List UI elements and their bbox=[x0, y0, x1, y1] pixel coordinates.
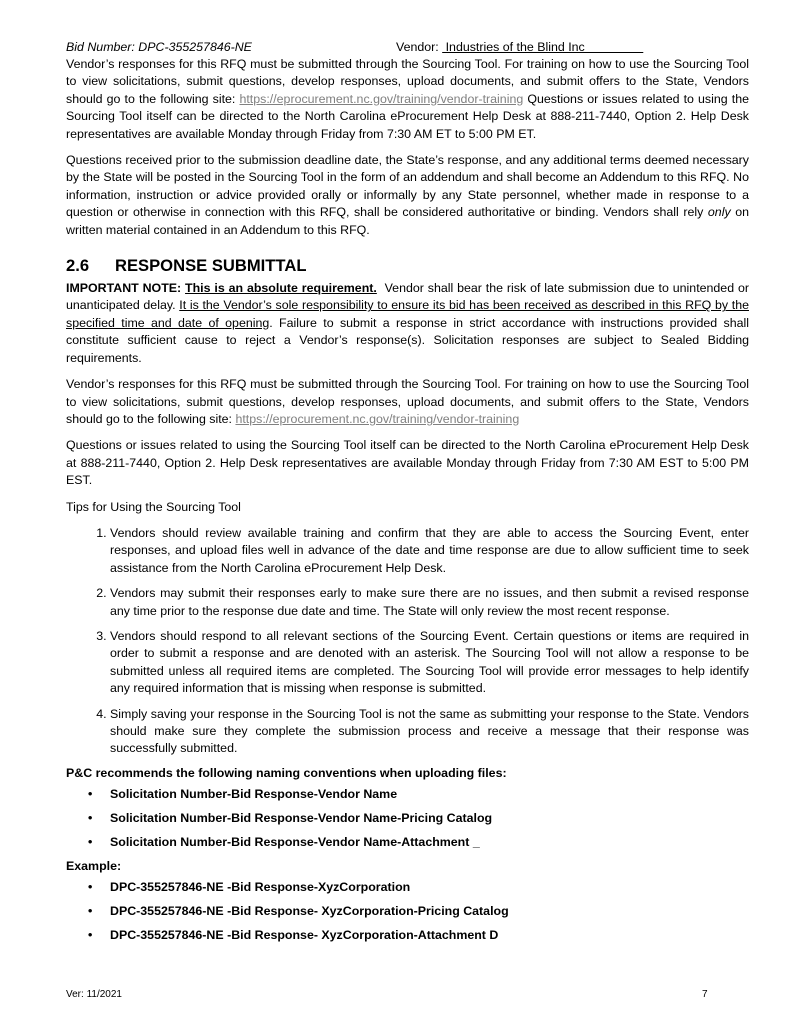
footer-version: Ver: 11/2021 bbox=[66, 989, 122, 1000]
submission-text: Vendor’s responses for this RFQ must be submitted through the Sourcing Tool. For training on how to use the Sourcing Tool to view solicitations, submit questions, develop responses, upload documents, and submit offers to the State, Vendors should go to the following site: bbox=[66, 377, 749, 426]
submission-paragraph bbox=[66, 376, 749, 428]
example-text: DPC-355257846-NE -Bid Response- XyzCorporation-Pricing Catalog bbox=[110, 904, 509, 919]
naming-title: P&C recommends the following naming conventions when uploading files: bbox=[66, 765, 507, 780]
note-requirement: This is an absolute requirement. bbox=[185, 281, 377, 296]
example-list bbox=[66, 879, 749, 944]
bullet: • bbox=[88, 880, 93, 895]
vendor-label: Vendor: bbox=[396, 40, 439, 54]
bid-number: Bid Number: DPC-355257846-NE bbox=[66, 40, 252, 54]
naming-item bbox=[88, 834, 749, 851]
important-note bbox=[66, 280, 753, 367]
intro-p2-text-2: on written material contained in an Addendum to this RFQ. bbox=[66, 205, 749, 237]
note-label: IMPORTANT NOTE: bbox=[66, 281, 182, 296]
bullet: • bbox=[88, 787, 93, 802]
helpdesk-paragraph: Questions or issues related to using the Sourcing Tool itself can be directed to the North Carolina eProcurement Help Desk at 888-211-7440, Option 2. Help Desk representatives are available Monday through Friday from 7:30 AM EST to 5:00 PM EST. bbox=[66, 438, 749, 488]
tip-item: 3. Vendors should respond to all relevant sections of the Sourcing Event. Certain questions or items are required in order to submit a response and are denoted with an asterisk. The Sourcing Tool will not allow a response to be submitted unless all required items are completed. The Sourcing Tool will provide error messages to help identify any required information that is missing when response is submitted. bbox=[110, 628, 749, 698]
naming-list bbox=[66, 786, 749, 851]
example-item bbox=[88, 927, 749, 944]
note-text: Vendor shall bear the risk of late submission due to unintended or unanticipated delay. bbox=[66, 281, 753, 313]
note-text-2: . Failure to submit a response in strict accordance with instructions provided shall constitute sufficient cause to reject a Vendor’s response(s). Solicitation responses are subject to Sealed Bidding requirements. bbox=[66, 315, 749, 365]
intro-p1-text-2: Questions or issues related to using the Sourcing Tool itself can be directed to the North Carolina eProcurement Help Desk at 888-211-7440, Option 2. Help Desk representatives are available Monday through Friday from 7:30 AM ET to 5:00 PM ET. bbox=[66, 91, 750, 141]
section-number: 2.6 bbox=[66, 256, 90, 276]
vendor-field bbox=[396, 40, 643, 54]
tips-title: Tips for Using the Sourcing Tool bbox=[66, 499, 241, 514]
example-item bbox=[88, 879, 749, 896]
tip-item: 4. Simply saving your response in the Sourcing Tool is not the same as submitting your response to the State. Vendors should make sure they complete the submission process and receive a message that their response was successfully submitted. bbox=[110, 706, 749, 758]
naming-text: Solicitation Number-Bid Response-Vendor Name bbox=[110, 787, 398, 802]
page-number: 7 bbox=[702, 989, 708, 1000]
page-header bbox=[66, 40, 749, 56]
intro-paragraph-1 bbox=[66, 56, 749, 143]
example-text: DPC-355257846-NE -Bid Response- XyzCorporation-Attachment D bbox=[110, 928, 499, 943]
naming-text: Solicitation Number-Bid Response-Vendor Name-Attachment _ bbox=[110, 835, 480, 850]
bullet: • bbox=[88, 904, 93, 919]
intro-p1-text: Vendor’s responses for this RFQ must be submitted through the Sourcing Tool. For training on how to use the Sourcing Tool to view solicitations, submit questions, develop responses, upload documents, and submit offers to the State, Vendors should go to the following site: bbox=[66, 57, 749, 106]
example-item bbox=[88, 903, 749, 920]
tip-item: 2. Vendors may submit their responses early to make sure there are no issues, and then submit a revised response any time prior to the response due date and time. The State will only review the most recent response. bbox=[110, 585, 749, 620]
naming-item bbox=[88, 810, 749, 827]
tips-list bbox=[66, 525, 749, 758]
bullet: • bbox=[88, 928, 93, 943]
note-responsibility: It is the Vendor’s sole responsibility to ensure its bid has been received as described in this RFQ by the specified time and date of opening bbox=[66, 298, 749, 330]
tip-item: 1. Vendors should review available training and confirm that they are able to access the Sourcing Event, enter responses, and upload files well in advance of the date and time response are due to allow sufficient time to seek assistance from the North Carolina eProcurement Help Desk. bbox=[110, 525, 749, 577]
example-title: Example: bbox=[66, 858, 122, 873]
example-text: DPC-355257846-NE -Bid Response-XyzCorporation bbox=[110, 880, 411, 895]
vendor-value: Industries of the Blind Inc bbox=[442, 40, 644, 54]
bullet: • bbox=[88, 835, 93, 850]
training-link[interactable]: https://eprocurement.nc.gov/training/vendor-training bbox=[239, 91, 524, 106]
naming-text: Solicitation Number-Bid Response-Vendor Name-Pricing Catalog bbox=[110, 811, 493, 826]
document-page bbox=[66, 40, 753, 951]
section-heading bbox=[66, 256, 749, 276]
intro-p2-text: Questions received prior to the submission deadline date, the State’s response, and any additional terms deemed necessary by the State will be posted in the Sourcing Tool in the form of an addendum and shall become an Addendum to this RFQ. No information, instruction or advice provided orally or informally by any State personnel, whether made in response to a question or otherwise in connection with this RFQ, shall be considered authoritative or binding. Vendors shall rely bbox=[66, 153, 749, 220]
naming-item bbox=[88, 786, 749, 803]
training-link-2[interactable]: https://eprocurement.nc.gov/training/vendor-training bbox=[235, 411, 520, 426]
bullet: • bbox=[88, 811, 93, 826]
intro-p2-emphasis: only bbox=[707, 205, 731, 220]
intro-paragraph-2 bbox=[66, 152, 749, 239]
section-title: RESPONSE SUBMITTAL bbox=[115, 256, 307, 276]
